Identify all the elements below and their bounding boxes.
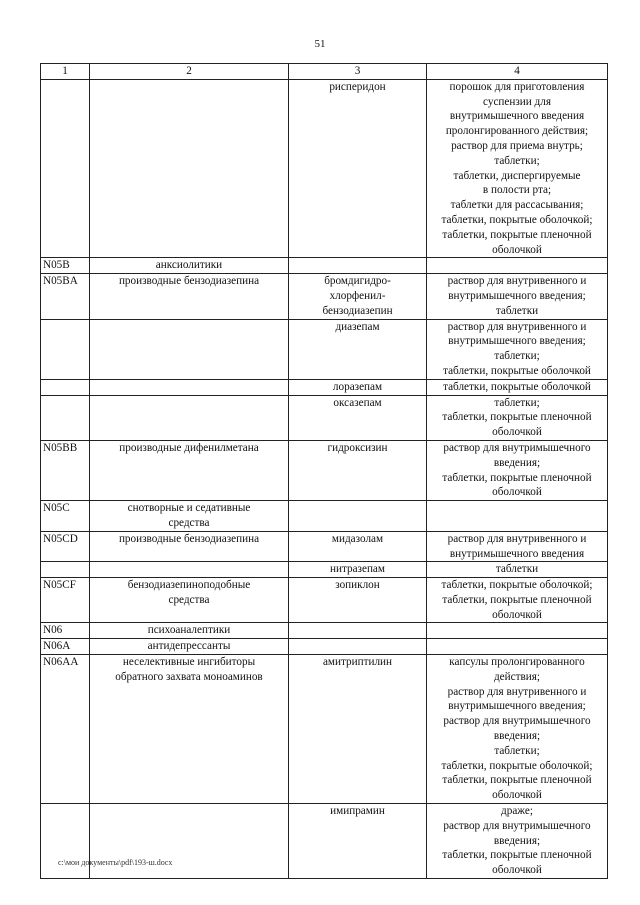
dosage-forms-line: таблетки, покрытые пленочной	[442, 411, 592, 424]
dosage-forms-cell	[427, 440, 608, 500]
dosage-forms-line: раствор для внутримышечного	[443, 715, 591, 728]
group-name-cell	[90, 274, 289, 319]
dosage-forms-line: таблетки, покрытые пленочной	[442, 849, 592, 862]
group-name-cell	[90, 578, 289, 623]
atc-code-cell: N06	[41, 623, 90, 639]
drug-name-cell	[289, 258, 427, 274]
dosage-forms-cell	[427, 258, 608, 274]
group-name-cell	[90, 258, 289, 274]
group-name-line: производные дифенилметана	[119, 441, 259, 454]
group-name-line: производные бензодиазепина	[118, 275, 260, 288]
dosage-forms-cell	[427, 639, 608, 655]
dosage-forms-line: в полости рта;	[482, 184, 552, 197]
drug-name-cell	[289, 379, 427, 395]
atc-code-cell: N05B	[41, 258, 90, 274]
dosage-forms-line: таблетки, покрытые пленочной	[442, 593, 592, 606]
atc-code-cell	[41, 562, 90, 578]
page-number: 51	[314, 38, 326, 50]
table-row	[41, 501, 608, 532]
dosage-forms-line: капсулы пролонгированного	[449, 656, 585, 669]
group-name-cell	[90, 562, 289, 578]
atc-code-cell: N05C	[41, 501, 90, 532]
dosage-forms-cell	[427, 531, 608, 562]
table-row	[41, 440, 608, 500]
drug-name-line: бензодиазепин	[322, 304, 393, 317]
dosage-forms-line: пролонгированного действия;	[445, 125, 589, 138]
table-row	[41, 623, 608, 639]
atc-code-cell: N05CF	[41, 578, 90, 623]
table-row	[41, 395, 608, 440]
drug-name-line: бромдигидро-	[324, 275, 391, 288]
dosage-forms-cell	[427, 804, 608, 879]
dosage-forms-line: внутримышечного введения;	[448, 700, 586, 713]
drug-name-line: амитриптилин	[322, 656, 393, 669]
atc-code-cell: N05CD	[41, 531, 90, 562]
drug-name-line: гидроксизин	[327, 441, 388, 454]
dosage-forms-line: раствор для внутривенного и	[447, 532, 587, 545]
table-row	[41, 655, 608, 804]
table-header-row	[41, 64, 608, 80]
drug-table	[40, 63, 608, 879]
dosage-forms-cell	[427, 655, 608, 804]
atc-code-cell	[41, 804, 90, 879]
group-name-line: анксиолитики	[155, 259, 223, 272]
drug-name-cell	[289, 501, 427, 532]
dosage-forms-cell	[427, 623, 608, 639]
atc-code-cell: N05BB	[41, 440, 90, 500]
atc-code-cell	[41, 395, 90, 440]
dosage-forms-cell	[427, 379, 608, 395]
dosage-forms-line: таблетки, покрытые пленочной	[442, 774, 592, 787]
drug-name-cell	[289, 440, 427, 500]
dosage-forms-cell	[427, 319, 608, 379]
group-name-cell	[90, 531, 289, 562]
dosage-forms-line: таблетки;	[494, 744, 540, 757]
drug-name-line: имипрамин	[330, 805, 385, 818]
drug-name-cell	[289, 395, 427, 440]
table-row	[41, 319, 608, 379]
dosage-forms-line: драже;	[501, 805, 533, 818]
group-name-cell	[90, 395, 289, 440]
table-row	[41, 379, 608, 395]
dosage-forms-cell	[427, 501, 608, 532]
group-name-line: производные бензодиазепина	[118, 532, 260, 545]
atc-code-cell	[41, 379, 90, 395]
dosage-forms-line: раствор для внутривенного и	[447, 685, 587, 698]
drug-name-cell	[289, 578, 427, 623]
dosage-forms-line: таблетки для рассасывания;	[450, 199, 584, 212]
drug-name-line: зопиклон	[335, 579, 380, 592]
drug-name-cell	[289, 79, 427, 258]
dosage-forms-cell	[427, 578, 608, 623]
dosage-forms-line: суспензии для	[483, 95, 551, 108]
dosage-forms-line: оболочкой	[492, 789, 542, 802]
group-name-cell	[90, 623, 289, 639]
table-row	[41, 258, 608, 274]
dosage-forms-line: таблетки;	[494, 350, 540, 363]
group-name-line: средства	[168, 516, 210, 529]
table-row	[41, 804, 608, 879]
group-name-cell	[90, 639, 289, 655]
dosage-forms-cell	[427, 274, 608, 319]
group-name-line: бензодиазепиноподобные	[127, 579, 251, 592]
atc-code-cell: N05BA	[41, 274, 90, 319]
footer-file-path: c:\мои документы\pdf\193-ш.docx	[58, 858, 173, 867]
atc-code-cell	[41, 79, 90, 258]
drug-name-cell	[289, 274, 427, 319]
dosage-forms-line: порошок для приготовления	[449, 80, 585, 93]
dosage-forms-line: оболочкой	[492, 426, 542, 439]
table-row	[41, 531, 608, 562]
dosage-forms-line: раствор для внутривенного и	[447, 320, 587, 333]
dosage-forms-line: таблетки;	[494, 396, 540, 409]
drug-name-cell	[289, 623, 427, 639]
group-name-cell	[90, 655, 289, 804]
group-name-cell	[90, 319, 289, 379]
dosage-forms-line: оболочкой	[492, 486, 542, 499]
dosage-forms-line: введения;	[493, 456, 541, 469]
dosage-forms-line: действия;	[493, 670, 541, 683]
table-body	[41, 64, 608, 879]
table-row	[41, 578, 608, 623]
dosage-forms-line: оболочкой	[492, 608, 542, 621]
drug-name-line: оксазепам	[333, 396, 382, 409]
drug-name-cell	[289, 639, 427, 655]
dosage-forms-line: введения;	[493, 834, 541, 847]
group-name-cell	[90, 804, 289, 879]
dosage-forms-line: таблетки, покрытые оболочкой;	[441, 213, 593, 226]
group-name-cell	[90, 379, 289, 395]
table-row	[41, 639, 608, 655]
drug-name-cell	[289, 655, 427, 804]
atc-code-cell	[41, 319, 90, 379]
dosage-forms-cell	[427, 562, 608, 578]
dosage-forms-line: таблетки	[495, 304, 539, 317]
dosage-forms-line: таблетки, покрытые оболочкой;	[441, 759, 593, 772]
dosage-forms-line: таблетки, покрытые оболочкой;	[441, 579, 593, 592]
dosage-forms-line: таблетки	[495, 563, 539, 576]
header-col-3: 3	[289, 64, 427, 80]
dosage-forms-line: внутримышечного введения;	[448, 289, 586, 302]
header-col-2: 2	[90, 64, 289, 80]
dosage-forms-line: внутримышечного введения	[449, 547, 585, 560]
dosage-forms-line: внутримышечного введения;	[448, 335, 586, 348]
dosage-forms-line: таблетки, покрытые оболочкой	[443, 364, 591, 377]
dosage-forms-line: внутримышечного введения	[449, 110, 585, 123]
table-row	[41, 562, 608, 578]
drug-name-line: мидазолам	[331, 532, 384, 545]
dosage-forms-line: введения;	[493, 730, 541, 743]
drug-name-line: рисперидон	[329, 80, 386, 93]
drug-name-cell	[289, 562, 427, 578]
dosage-forms-line: раствор для внутривенного и	[447, 275, 587, 288]
dosage-forms-line: раствор для приема внутрь;	[451, 139, 583, 152]
drug-name-cell	[289, 319, 427, 379]
header-col-1: 1	[41, 64, 90, 80]
dosage-forms-line: раствор для внутримышечного	[443, 441, 591, 454]
dosage-forms-line: таблетки, диспергируемые	[453, 169, 581, 182]
dosage-forms-line: таблетки, покрытые пленочной	[442, 471, 592, 484]
dosage-forms-cell	[427, 395, 608, 440]
dosage-forms-line: оболочкой	[492, 243, 542, 256]
group-name-line: обратного захвата моноаминов	[115, 670, 263, 683]
table-row	[41, 79, 608, 258]
dosage-forms-line: таблетки, покрытые пленочной	[442, 228, 592, 241]
group-name-cell	[90, 501, 289, 532]
atc-code-cell: N06AA	[41, 655, 90, 804]
dosage-forms-cell	[427, 79, 608, 258]
group-name-cell	[90, 79, 289, 258]
drug-name-line: хлорфенил-	[329, 289, 386, 302]
header-col-4: 4	[427, 64, 608, 80]
drug-name-cell	[289, 531, 427, 562]
atc-code-cell: N06A	[41, 639, 90, 655]
group-name-line: неселективные ингибиторы	[122, 656, 256, 669]
drug-name-line: диазепам	[335, 320, 380, 333]
dosage-forms-line: оболочкой	[492, 864, 542, 877]
drug-name-cell	[289, 804, 427, 879]
drug-name-line: лоразепам	[332, 380, 383, 393]
drug-name-line: нитразепам	[330, 563, 385, 576]
dosage-forms-line: раствор для внутримышечного	[443, 819, 591, 832]
group-name-line: антидепрессанты	[147, 640, 231, 653]
dosage-forms-line: таблетки, покрытые оболочкой	[443, 380, 591, 393]
group-name-line: снотворные и седативные	[127, 502, 251, 515]
table-row	[41, 274, 608, 319]
group-name-line: психоаналептики	[147, 624, 231, 637]
dosage-forms-line: таблетки;	[494, 154, 540, 167]
group-name-line: средства	[168, 593, 210, 606]
group-name-cell	[90, 440, 289, 500]
